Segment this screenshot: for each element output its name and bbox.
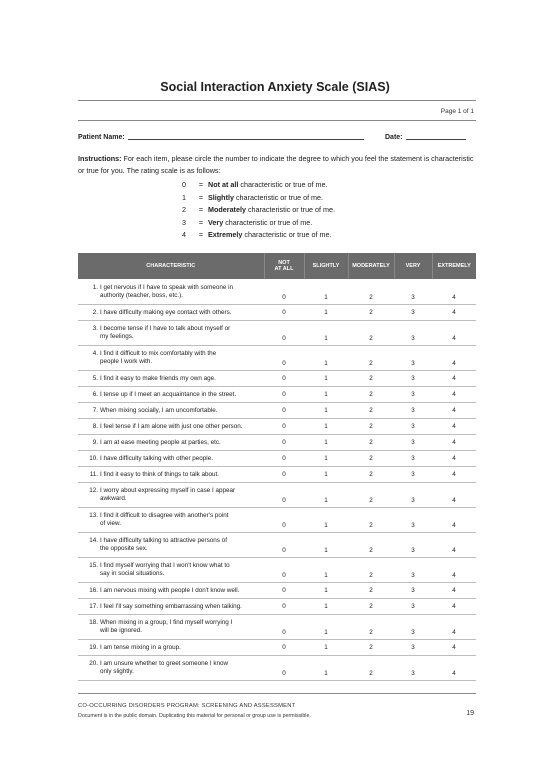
rating-option[interactable]: 4 — [432, 304, 476, 320]
table-row — [78, 582, 476, 598]
rating-option[interactable]: 3 — [394, 639, 432, 655]
item-line: I am nervous mixing with people I don't know well. — [100, 587, 240, 595]
scale-row — [182, 218, 312, 227]
rating-option[interactable]: 0 — [264, 614, 304, 639]
item-number: 17. — [89, 603, 98, 611]
item-number: 16. — [89, 587, 98, 595]
item-line: I am unsure whether to greet someone I know — [100, 659, 229, 667]
scale-level: Moderately — [208, 205, 246, 214]
item-number: 20. — [89, 659, 98, 667]
rating-option[interactable]: 1 — [304, 639, 348, 655]
scale-row — [182, 193, 323, 202]
table-row — [78, 386, 476, 402]
rating-option[interactable]: 3 — [394, 557, 432, 582]
rating-option[interactable]: 4 — [432, 466, 476, 482]
item-number: 9. — [92, 439, 98, 447]
item-number: 10. — [89, 455, 98, 463]
table-row — [78, 418, 476, 434]
item-text — [78, 639, 264, 655]
item-line: say in social situations. — [100, 570, 165, 577]
header-moderately: MODERATELY — [348, 253, 394, 279]
rating-option[interactable]: 4 — [432, 279, 476, 304]
item-text — [78, 418, 264, 434]
table-row — [78, 279, 476, 304]
rating-option[interactable]: 0 — [264, 418, 304, 434]
item-line: I get nervous if I have to speak with someone in — [100, 283, 234, 291]
rating-option[interactable]: 4 — [432, 532, 476, 557]
item-line: the opposite sex. — [100, 545, 148, 552]
item-line: awkward. — [100, 495, 127, 502]
patient-name-label: Patient Name: — [78, 134, 125, 141]
item-text — [78, 345, 264, 370]
item-line: I feel I'll say something embarrassing when talking. — [100, 603, 242, 611]
rating-option[interactable]: 2 — [348, 614, 394, 639]
item-number: 15. — [89, 561, 98, 569]
scale-row — [182, 205, 335, 214]
table-row — [78, 655, 476, 680]
item-number: 11. — [89, 471, 98, 479]
header-very: VERY — [394, 253, 432, 279]
rating-option[interactable]: 3 — [394, 320, 432, 345]
rating-option[interactable]: 4 — [432, 639, 476, 655]
item-number: 5. — [92, 375, 98, 383]
rating-option[interactable]: 1 — [304, 532, 348, 557]
rating-option[interactable]: 0 — [264, 482, 304, 507]
rating-option[interactable]: 3 — [394, 614, 432, 639]
item-line: I am at ease meeting people at parties, etc. — [100, 439, 221, 447]
rating-option[interactable]: 1 — [304, 582, 348, 598]
scale-equals: = — [198, 205, 204, 214]
header-not-at-all-label: NOT AT ALL — [274, 260, 294, 272]
rating-option[interactable]: 0 — [264, 450, 304, 466]
footer-notice: Document is in the public domain. Duplicating this material for personal or group use is permissible. — [78, 713, 311, 719]
item-line: authority (teacher, boss, etc.). — [100, 292, 183, 299]
scale-value: 1 — [182, 192, 186, 202]
item-text — [78, 466, 264, 482]
rating-option[interactable]: 4 — [432, 582, 476, 598]
item-number: 1. — [92, 283, 98, 291]
item-text — [78, 532, 264, 557]
rating-option[interactable]: 0 — [264, 279, 304, 304]
rating-option[interactable]: 4 — [432, 507, 476, 532]
rating-option[interactable]: 1 — [304, 279, 348, 304]
rating-option[interactable]: 3 — [394, 582, 432, 598]
item-line: people I work with. — [100, 358, 153, 365]
footer-rule — [78, 693, 476, 694]
scale-level: Not at all — [208, 180, 239, 189]
rating-option[interactable]: 2 — [348, 345, 394, 370]
scale-value: 2 — [182, 205, 186, 214]
rating-option[interactable]: 4 — [432, 434, 476, 450]
scale-description: characteristic or true of me. — [238, 180, 328, 189]
item-number: 4. — [92, 349, 98, 357]
scale-description: characteristic or true of me. — [245, 205, 336, 214]
rating-option[interactable]: 3 — [394, 434, 432, 450]
rating-option[interactable]: 2 — [348, 450, 394, 466]
rating-option[interactable]: 2 — [348, 482, 394, 507]
rating-option[interactable]: 3 — [394, 386, 432, 402]
scale-level: Very — [208, 217, 224, 227]
instructions-text: For each item, please circle the number to indicate the degree to which you feel the statement is characteristic or true for you. The rating scale is as follows: — [78, 154, 474, 175]
item-line: I find it easy to make friends my own age. — [100, 375, 216, 383]
item-text — [78, 402, 264, 418]
scale-equals: = — [198, 192, 204, 202]
rating-option[interactable]: 0 — [264, 304, 304, 320]
rating-option[interactable]: 2 — [348, 434, 394, 450]
scale-row — [182, 180, 327, 189]
rating-option[interactable]: 3 — [394, 370, 432, 386]
patient-name-field — [78, 132, 364, 141]
rating-option[interactable]: 1 — [304, 507, 348, 532]
rating-option[interactable]: 3 — [394, 279, 432, 304]
scale-equals: = — [198, 230, 204, 239]
rating-option[interactable]: 4 — [432, 345, 476, 370]
rating-option[interactable]: 0 — [264, 655, 304, 680]
rating-option[interactable]: 0 — [264, 320, 304, 345]
scale-value: 3 — [182, 217, 186, 227]
table-row — [78, 639, 476, 655]
item-number: 7. — [92, 407, 98, 415]
date-label: Date: — [385, 134, 403, 141]
item-number: 18. — [89, 618, 98, 626]
item-text — [78, 582, 264, 598]
item-line: I find it difficult to disagree with another's point — [100, 511, 229, 519]
rating-option[interactable]: 1 — [304, 466, 348, 482]
table-row — [78, 532, 476, 557]
rating-option[interactable]: 0 — [264, 434, 304, 450]
document-title: Social Interaction Anxiety Scale (SIAS) — [160, 80, 390, 94]
scale-description: characteristic or true of me. — [233, 192, 324, 202]
rating-option[interactable]: 4 — [432, 320, 476, 345]
rating-option[interactable]: 2 — [348, 418, 394, 434]
rating-option[interactable]: 4 — [432, 482, 476, 507]
item-number: 3. — [92, 324, 98, 332]
rating-option[interactable]: 1 — [304, 598, 348, 614]
instructions-label: Instructions: — [78, 154, 122, 163]
rating-option[interactable]: 3 — [394, 304, 432, 320]
rating-option[interactable]: 4 — [432, 418, 476, 434]
table-row — [78, 402, 476, 418]
rating-option[interactable]: 1 — [304, 418, 348, 434]
rating-option[interactable]: 1 — [304, 557, 348, 582]
table-row — [78, 482, 476, 507]
rating-option[interactable]: 2 — [348, 655, 394, 680]
table-row — [78, 370, 476, 386]
table-row — [78, 320, 476, 345]
rating-option[interactable]: 2 — [348, 598, 394, 614]
rating-option[interactable]: 0 — [264, 345, 304, 370]
item-line: only slightly. — [100, 668, 134, 675]
header-characteristic: CHARACTERISTIC — [78, 253, 264, 279]
rating-option[interactable]: 3 — [394, 507, 432, 532]
rating-option[interactable]: 4 — [432, 614, 476, 639]
rating-option[interactable]: 4 — [432, 557, 476, 582]
item-text — [78, 434, 264, 450]
rating-option[interactable]: 3 — [394, 402, 432, 418]
item-number: 2. — [92, 309, 98, 317]
rating-option[interactable]: 2 — [348, 320, 394, 345]
item-number: 19. — [89, 644, 98, 652]
rating-option[interactable]: 0 — [264, 507, 304, 532]
rating-option[interactable]: 4 — [432, 370, 476, 386]
rating-option[interactable]: 0 — [264, 582, 304, 598]
footer-program: CO-OCCURRING DISORDERS PROGRAM: SCREENING AND ASSESSMENT — [78, 703, 296, 709]
item-number: 14. — [89, 536, 98, 544]
table-row — [78, 450, 476, 466]
rating-option[interactable]: 1 — [304, 434, 348, 450]
item-line: I find myself worrying that I won't know what to — [100, 561, 230, 569]
item-line: I find it easy to think of things to talk about. — [100, 471, 220, 479]
rating-option[interactable]: 0 — [264, 370, 304, 386]
scale-equals: = — [198, 217, 204, 227]
item-text — [78, 507, 264, 532]
table-row — [78, 598, 476, 614]
rating-option[interactable]: 2 — [348, 370, 394, 386]
rating-option[interactable]: 1 — [304, 370, 348, 386]
header-extremely: EXTREMELY — [432, 253, 476, 279]
rating-option[interactable]: 2 — [348, 279, 394, 304]
item-line: I have difficulty talking to attractive persons of — [100, 536, 227, 544]
rating-option[interactable]: 3 — [394, 532, 432, 557]
table-row — [78, 304, 476, 320]
item-line: When mixing in a group, I find myself worrying I — [100, 618, 233, 626]
rating-option[interactable]: 1 — [304, 386, 348, 402]
item-line: I become tense if I have to talk about myself or — [100, 324, 231, 332]
item-text — [78, 279, 264, 304]
rating-option[interactable]: 0 — [264, 598, 304, 614]
rating-option[interactable]: 2 — [348, 402, 394, 418]
item-line: will be ignored. — [100, 627, 143, 634]
rating-option[interactable]: 2 — [348, 466, 394, 482]
rating-option[interactable]: 4 — [432, 402, 476, 418]
item-line: I am tense mixing in a group. — [100, 644, 181, 652]
rating-option[interactable]: 4 — [432, 598, 476, 614]
item-line: of view. — [100, 520, 121, 527]
rating-option[interactable]: 0 — [264, 639, 304, 655]
sias-table — [78, 253, 476, 681]
title-rule — [78, 100, 476, 101]
rating-option[interactable]: 1 — [304, 655, 348, 680]
scale-equals: = — [198, 180, 204, 189]
table-row — [78, 466, 476, 482]
page-indicator: Page 1 of 1 — [440, 108, 474, 115]
item-number: 12. — [89, 486, 98, 494]
header-slightly: SLIGHTLY — [304, 253, 348, 279]
item-line: I feel tense if I am alone with just one other person. — [100, 423, 243, 431]
item-text — [78, 386, 264, 402]
item-text — [78, 450, 264, 466]
rating-option[interactable]: 2 — [348, 304, 394, 320]
rating-option[interactable]: 3 — [394, 482, 432, 507]
date-line[interactable] — [406, 132, 466, 140]
rating-option[interactable]: 2 — [348, 557, 394, 582]
table-row — [78, 507, 476, 532]
rating-option[interactable]: 0 — [264, 386, 304, 402]
item-line: I have difficulty making eye contact with others. — [100, 309, 232, 317]
rating-option[interactable]: 0 — [264, 466, 304, 482]
header-rule — [78, 120, 476, 121]
header-not-at-all — [264, 253, 304, 279]
rating-option[interactable]: 1 — [304, 320, 348, 345]
scale-description: characteristic or true of me. — [223, 217, 313, 227]
item-text — [78, 557, 264, 582]
scale-value: 0 — [182, 180, 186, 189]
rating-option[interactable]: 4 — [432, 450, 476, 466]
item-line: I have difficulty talking with other people. — [100, 455, 213, 463]
scale-level: Slightly — [208, 192, 234, 202]
item-line: When mixing socially, I am uncomfortable. — [100, 407, 218, 415]
instructions — [78, 153, 478, 177]
table-row — [78, 345, 476, 370]
patient-name-line[interactable] — [128, 132, 364, 140]
rating-option[interactable]: 0 — [264, 402, 304, 418]
table-header-row — [78, 253, 476, 279]
item-line: I worry about expressing myself in case I appear — [100, 486, 236, 494]
rating-option[interactable]: 2 — [348, 582, 394, 598]
item-text — [78, 614, 264, 639]
item-number: 8. — [92, 423, 98, 431]
item-text — [78, 304, 264, 320]
item-text — [78, 320, 264, 345]
rating-option[interactable]: 3 — [394, 345, 432, 370]
rating-option[interactable]: 3 — [394, 466, 432, 482]
rating-option[interactable]: 2 — [348, 532, 394, 557]
rating-option[interactable]: 2 — [348, 386, 394, 402]
table-row — [78, 614, 476, 639]
item-text — [78, 598, 264, 614]
item-line: I find it difficult to mix comfortably with the — [100, 349, 217, 357]
rating-option[interactable]: 0 — [264, 557, 304, 582]
item-number: 6. — [92, 391, 98, 399]
item-line: my feelings. — [100, 333, 134, 340]
rating-option[interactable]: 1 — [304, 614, 348, 639]
item-number: 13. — [89, 511, 98, 519]
rating-option[interactable]: 1 — [304, 402, 348, 418]
rating-option[interactable]: 3 — [394, 598, 432, 614]
rating-option[interactable]: 3 — [394, 655, 432, 680]
scale-value: 4 — [182, 230, 186, 239]
rating-option[interactable]: 1 — [304, 482, 348, 507]
rating-option[interactable]: 3 — [394, 450, 432, 466]
rating-option[interactable]: 0 — [264, 532, 304, 557]
date-field — [385, 132, 466, 141]
footer-page-number: 19 — [466, 710, 474, 717]
scale-description: characteristic or true of me. — [242, 230, 332, 239]
rating-option[interactable]: 1 — [304, 304, 348, 320]
scale-level: Extremely — [208, 230, 243, 239]
rating-option[interactable]: 4 — [432, 655, 476, 680]
rating-option[interactable]: 2 — [348, 507, 394, 532]
item-text — [78, 370, 264, 386]
table-row — [78, 557, 476, 582]
rating-option[interactable]: 1 — [304, 450, 348, 466]
rating-option[interactable]: 2 — [348, 639, 394, 655]
scale-row — [182, 230, 331, 239]
rating-option[interactable]: 1 — [304, 345, 348, 370]
table-row — [78, 434, 476, 450]
item-text — [78, 655, 264, 680]
item-text — [78, 482, 264, 507]
rating-option[interactable]: 3 — [394, 418, 432, 434]
rating-option[interactable]: 4 — [432, 386, 476, 402]
item-line: I tense up if I meet an acquaintance in the street. — [100, 391, 237, 399]
